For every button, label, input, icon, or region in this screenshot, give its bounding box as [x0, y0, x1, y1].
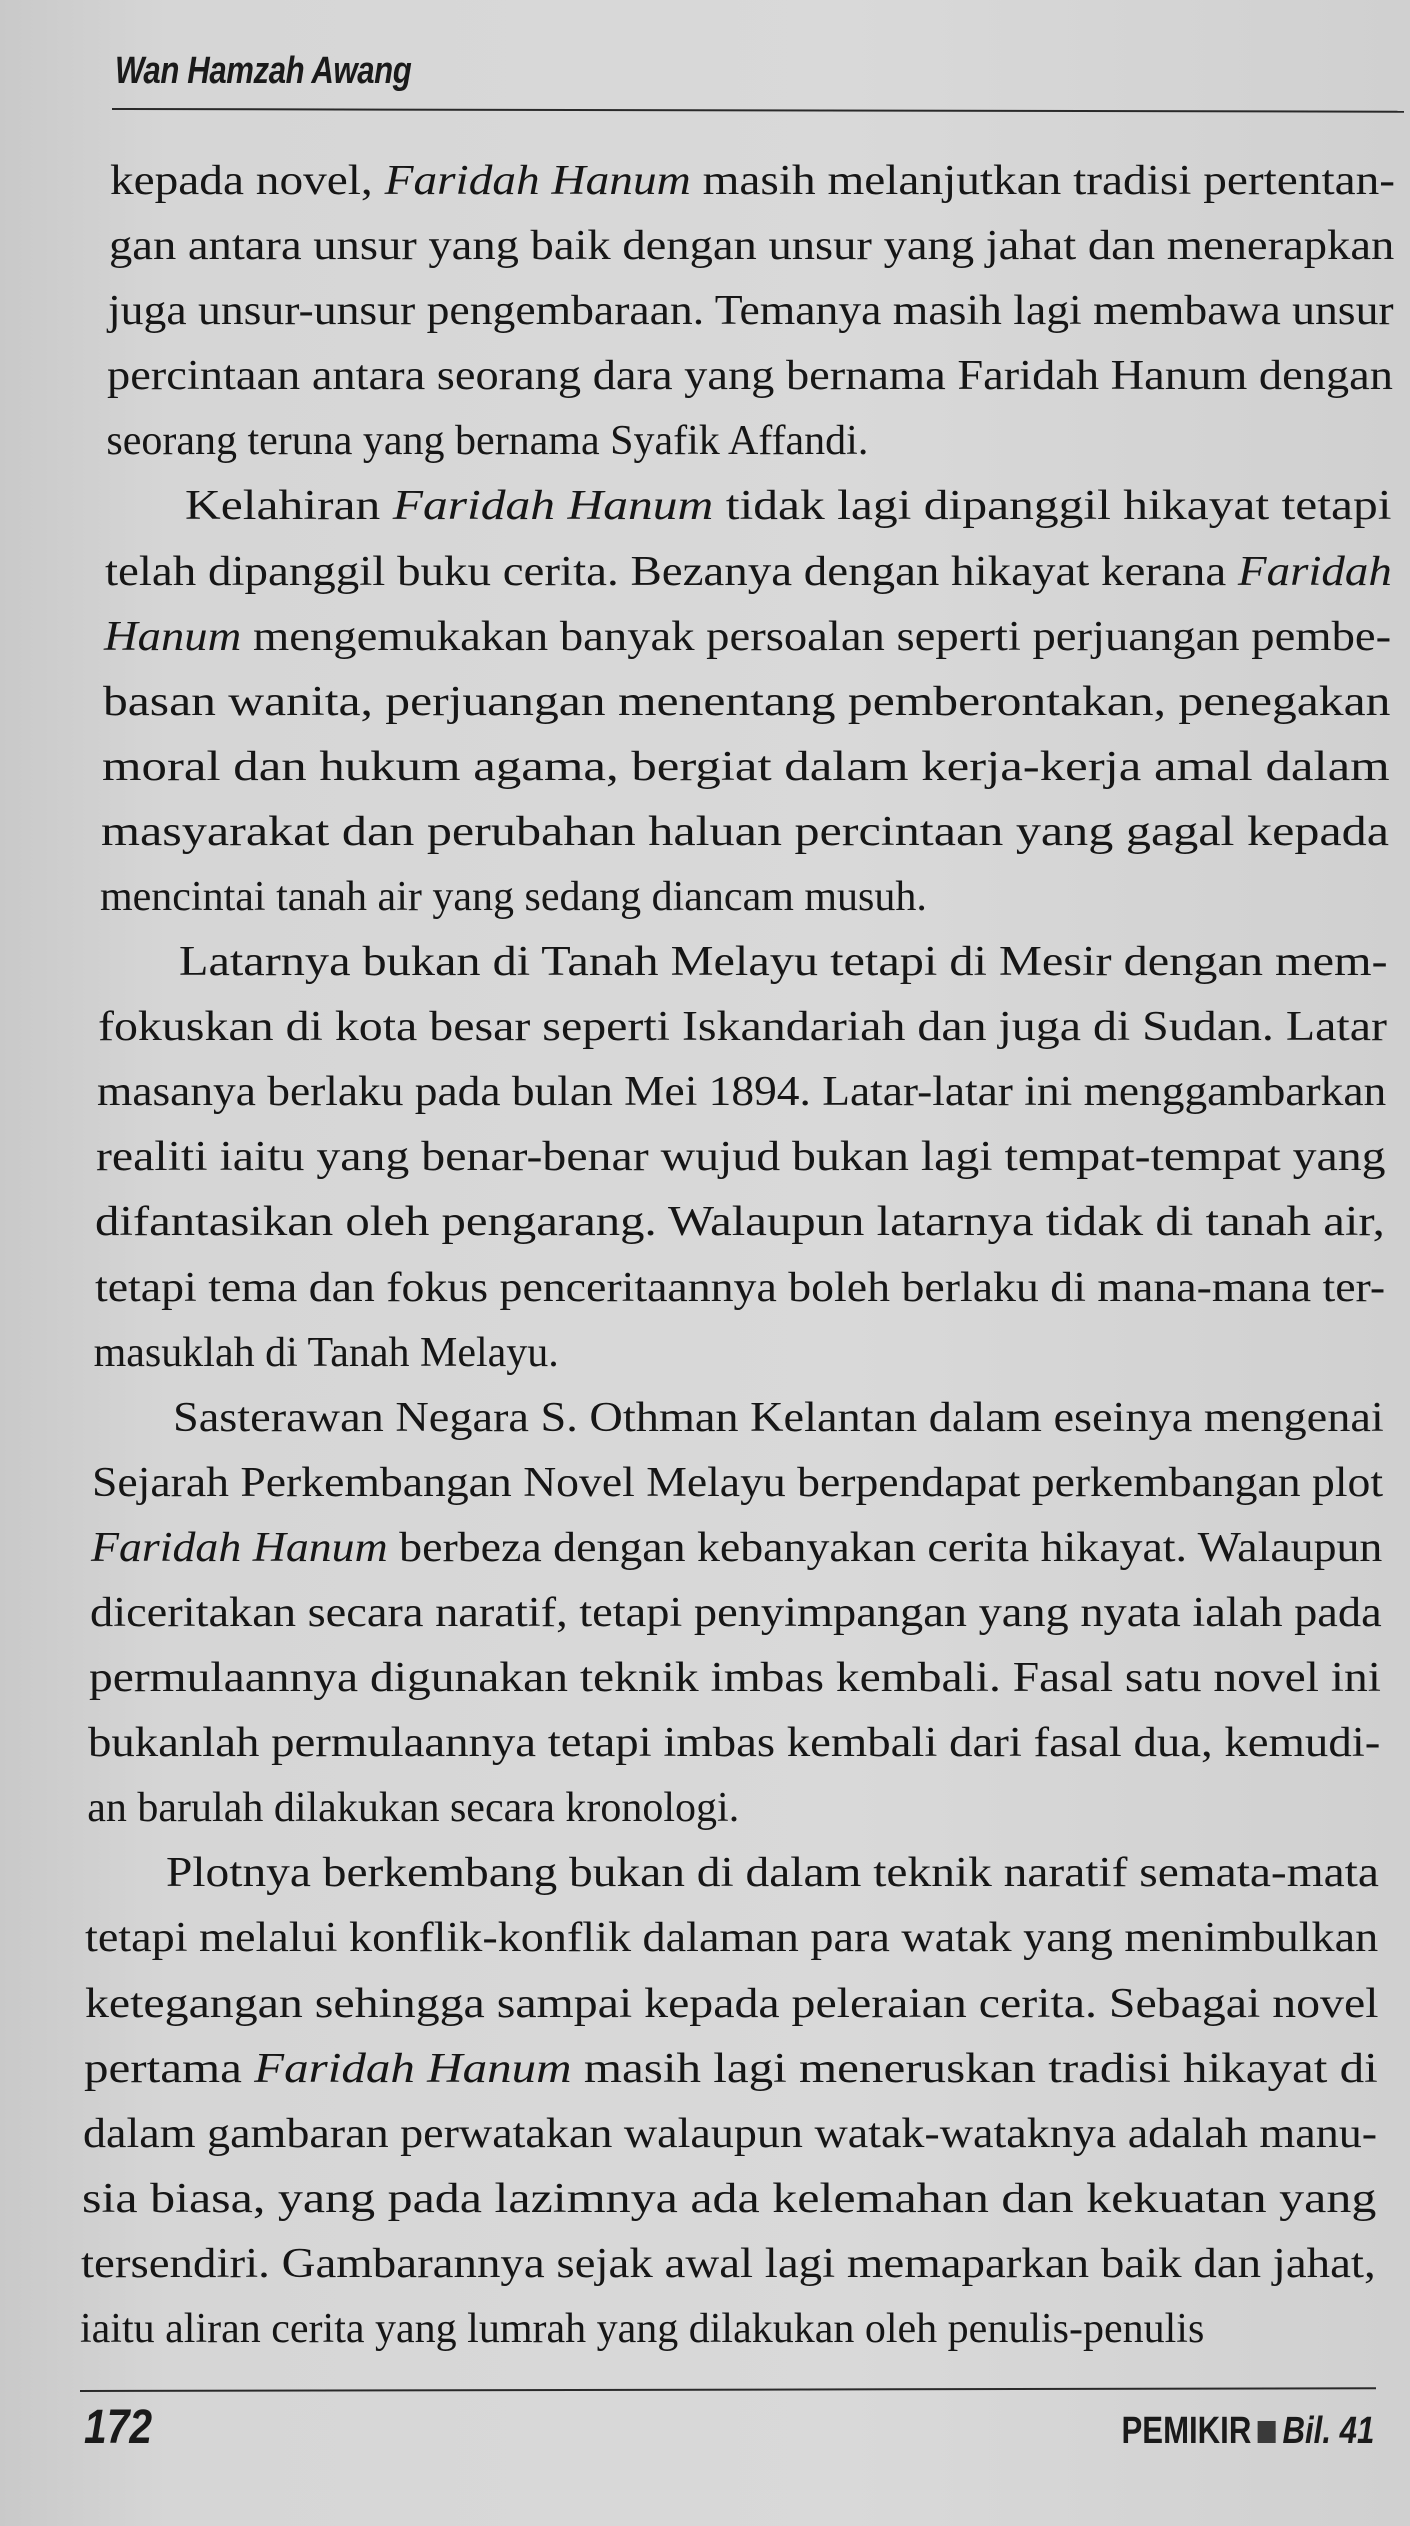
text-line — [179, 939, 1388, 986]
journal-issue: Bil. 41 — [1282, 2410, 1374, 2452]
text-segment: juga unsur-unsur pengembaraan. Temanya masih lagi membawa unsur — [108, 288, 1394, 335]
text-line — [90, 1524, 1383, 1571]
text-segment: mencintai tanah air yang sedang diancam musuh. — [100, 874, 927, 920]
text-segment: Sejarah Perkembangan Novel Melayu berpendapat perkembangan plot — [91, 1459, 1383, 1506]
text-line — [83, 2045, 1378, 2092]
text-segment: tetapi melalui konflik-konflik dalaman para watak yang menimbulkan — [85, 1915, 1379, 1962]
text-segment: sia biasa, yang pada lazimnya ada kelemahan dan kekuatan yang — [81, 2175, 1377, 2222]
text-segment: percintaan antara seorang dara yang bernama Faridah Hanum dengan — [107, 353, 1394, 400]
text-line — [84, 1980, 1379, 2027]
text-segment: basan wanita, perjuangan menentang pemberontakan, penegakan — [102, 678, 1391, 725]
text-segment: seorang teruna yang bernama Syafik Affandi. — [106, 418, 869, 465]
text-line — [85, 1915, 1379, 1962]
text-line — [90, 1592, 1382, 1634]
text-line — [93, 1329, 559, 1376]
text-line — [95, 1199, 1386, 1246]
journal-name: PEMIKIR — [1121, 2410, 1252, 2452]
text-line — [100, 808, 1389, 855]
text-line — [108, 288, 1394, 335]
text-line — [104, 548, 1392, 595]
italic-title: Faridah Hanum — [90, 1524, 388, 1571]
text-line — [107, 353, 1394, 400]
italic-title: Faridah Hanum — [393, 483, 714, 530]
text-segment: masyarakat dan perubahan haluan percintaan yang gagal kepada — [100, 808, 1389, 855]
text-segment: ketegangan sehingga sampai kepada peleraian cerita. Sebagai novel — [84, 1980, 1379, 2027]
journal-title — [1121, 2410, 1374, 2453]
text-segment: masuklah di Tanah Melayu. — [93, 1329, 559, 1376]
italic-title: Faridah Hanum — [253, 2045, 572, 2092]
text-line — [88, 1720, 1381, 1767]
text-line — [94, 1264, 1385, 1311]
text-line — [172, 1394, 1384, 1441]
italic-title: Faridah — [1237, 548, 1392, 595]
text-line — [89, 1655, 1382, 1702]
text-segment: bukanlah permulaannya tetapi imbas kembali dari fasal dua, kemudi- — [88, 1720, 1381, 1767]
text-segment: diceritakan secara naratif, tetapi penyimpangan yang nyata ialah pada — [90, 1590, 1382, 1636]
text-line — [96, 1134, 1386, 1181]
text-line — [91, 1459, 1383, 1506]
text-segment: masih melanjutkan tradisi pertentan- — [690, 158, 1395, 204]
text-segment: gan antara unsur yang baik dengan unsur yang jahat dan menerapkan — [109, 223, 1395, 270]
text-line — [103, 613, 1391, 660]
text-line — [100, 876, 927, 918]
text-segment: iaitu aliran cerita yang lumrah yang dilakukan oleh penulis-penulis — [80, 2306, 1205, 2352]
text-segment: fokuskan di kota besar seperti Iskandariah dan juga di Sudan. Latar — [98, 1004, 1388, 1051]
text-segment: tersendiri. Gambarannya sejak awal lagi memaparkan baik dan jahat, — [80, 2240, 1376, 2287]
text-line — [80, 2308, 1204, 2350]
text-segment: moral dan hukum agama, bergiat dalam kerja-kerja amal dalam — [101, 743, 1390, 790]
text-segment: masih lagi meneruskan tradisi hikayat di — [571, 2045, 1378, 2092]
text-segment: tidak lagi dipanggil hikayat tetapi — [713, 483, 1392, 530]
text-line — [97, 1069, 1387, 1116]
text-line — [106, 418, 869, 465]
text-segment: mengemukakan banyak persoalan seperti perjuangan pembe- — [240, 613, 1391, 660]
text-line — [101, 743, 1390, 790]
page-number: 172 — [84, 2401, 153, 2454]
text-segment: masanya berlaku pada bulan Mei 1894. Latar-latar ini menggambarkan — [97, 1069, 1387, 1116]
text-segment: Sasterawan Negara S. Othman Kelantan dalam eseinya mengenai — [172, 1394, 1384, 1441]
text-segment: pertama — [83, 2045, 254, 2092]
text-segment: Latarnya bukan di Tanah Melayu tetapi di Mesir dengan mem- — [179, 939, 1388, 986]
text-segment: Plotnya berkembang bukan di dalam teknik naratif semata-mata — [166, 1850, 1380, 1897]
text-segment: berbeza dengan kebanyakan cerita hikayat. Walaupun — [387, 1524, 1383, 1571]
text-line — [98, 1004, 1388, 1051]
italic-title: Hanum — [103, 613, 241, 660]
text-segment: permulaannya digunakan teknik imbas kembali. Fasal satu novel ini — [89, 1655, 1382, 1702]
text-segment: difantasikan oleh pengarang. Walaupun latarnya tidak di tanah air, — [95, 1199, 1386, 1246]
text-line — [109, 223, 1395, 270]
text-line — [80, 2240, 1376, 2287]
text-segment: kepada novel, — [110, 158, 385, 204]
text-segment: dalam gambaran perwatakan walaupun watak-wataknya adalah manu- — [82, 2110, 1377, 2157]
text-line — [87, 1785, 740, 1832]
italic-title: Faridah Hanum — [384, 158, 691, 204]
text-segment: telah dipanggil buku cerita. Bezanya dengan hikayat kerana — [104, 548, 1238, 595]
text-line — [166, 1850, 1380, 1897]
running-head: Wan Hamzah Awang — [115, 50, 412, 92]
text-segment: realiti iaitu yang benar-benar wujud bukan lagi tempat-tempat yang — [96, 1134, 1386, 1181]
text-line — [81, 2175, 1377, 2222]
text-segment: tetapi tema dan fokus penceritaannya boleh berlaku di mana-mana ter- — [94, 1264, 1385, 1311]
text-line — [102, 678, 1391, 725]
text-segment: an barulah dilakukan secara kronologi. — [87, 1785, 740, 1832]
text-line — [185, 483, 1392, 530]
text-line — [110, 160, 1395, 202]
text-line — [82, 2110, 1377, 2157]
square-bullet-icon — [1258, 2421, 1276, 2443]
text-segment: Kelahiran — [185, 483, 394, 530]
